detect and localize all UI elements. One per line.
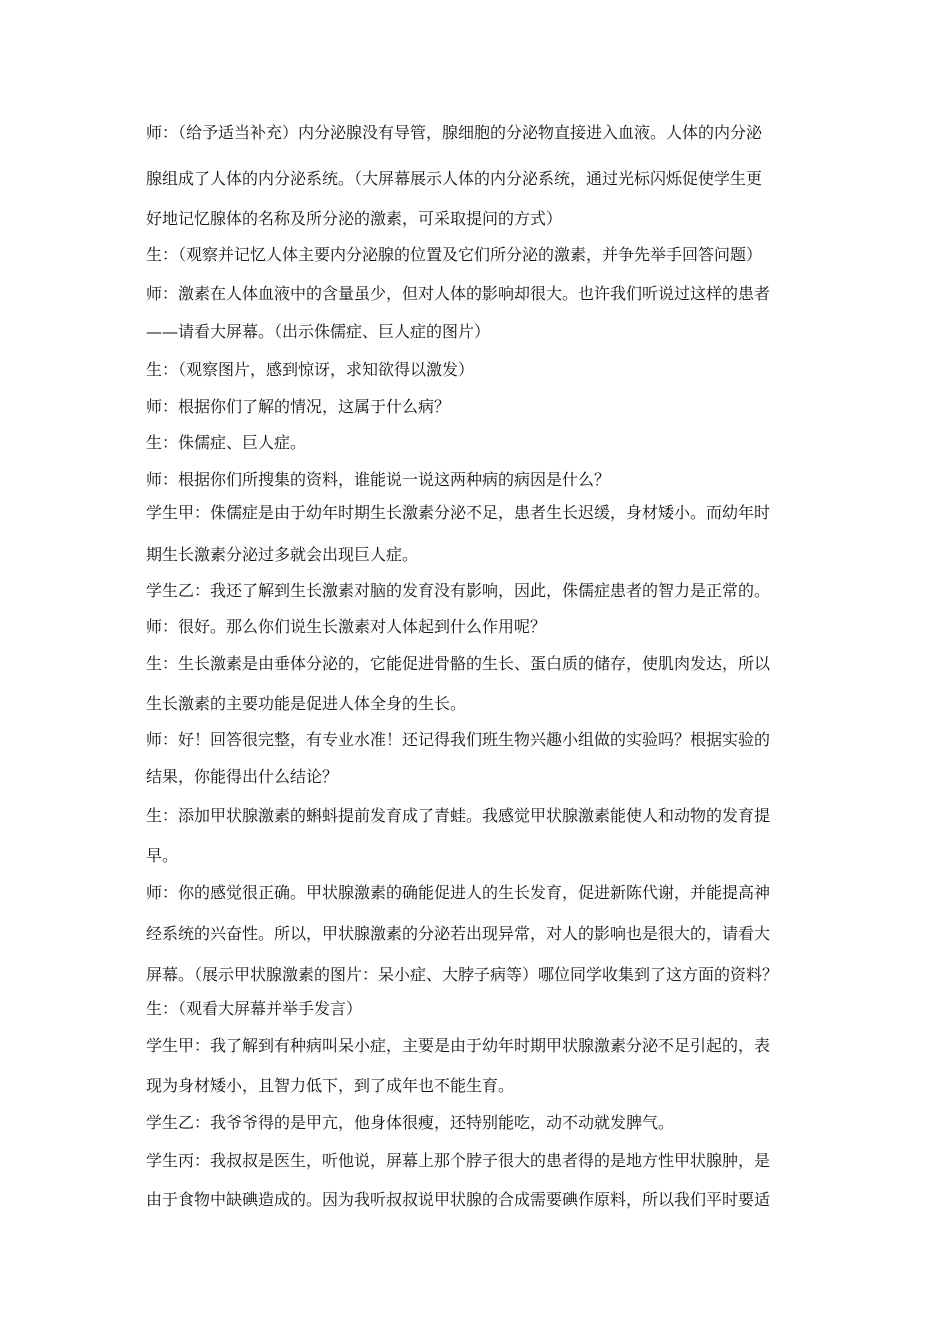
text-line: 生：（观察图片，感到惊讶，求知欲得以激发） <box>146 360 475 379</box>
text-line: 期生长激素分泌过多就会出现巨人症。 <box>146 545 419 564</box>
text-line: 由于食物中缺碘造成的。因为我听叔叔说甲状腺的合成需要碘作原料，所以我们平时要适 <box>146 1190 771 1209</box>
text-line: 学生甲：我了解到有种病叫呆小症，主要是由于幼年时期甲状腺激素分泌不足引起的，表 <box>146 1036 771 1055</box>
text-line: 生：（观察并记忆人体主要内分泌腺的位置及它们所分泌的激素，并争先举手回答问题） <box>146 245 763 264</box>
text-line: 生：侏儒症、巨人症。 <box>146 433 307 452</box>
text-line: 学生甲：侏儒症是由于幼年时期生长激素分泌不足，患者生长迟缓，身材矮小。而幼年时 <box>146 503 771 522</box>
text-line: 师：激素在人体血液中的含量虽少，但对人体的影响却很大。也许我们听说过这样的患者 <box>146 284 771 303</box>
text-line: 屏幕。（展示甲状腺激素的图片：呆小症、大脖子病等）哪位同学收集到了这方面的资料？ <box>146 965 779 984</box>
text-line: 学生乙：我爷爷得的是甲亢，他身体很瘦，还特别能吃，动不动就发脾气。 <box>146 1113 675 1132</box>
text-line: 师：很好。那么你们说生长激素对人体起到什么作用呢？ <box>146 617 547 636</box>
text-line: 经系统的兴奋性。所以，甲状腺激素的分泌若出现异常，对人的影响也是很大的，请看大 <box>146 924 771 943</box>
text-line: 好地记忆腺体的名称及所分泌的激素，可采取提问的方式） <box>146 209 563 228</box>
text-line: 师：好！回答很完整，有专业水准！还记得我们班生物兴趣小组做的实验吗？根据实验的 <box>146 730 771 749</box>
text-line: 生：添加甲状腺激素的蝌蚪提前发育成了青蛙。我感觉甲状腺激素能使人和动物的发育提 <box>146 806 771 825</box>
text-line: 生：生长激素是由垂体分泌的，它能促进骨骼的生长、蛋白质的储存，使肌肉发达，所以 <box>146 654 771 673</box>
text-line: 师：你的感觉很正确。甲状腺激素的确能促进人的生长发育，促进新陈代谢，并能提高神 <box>146 883 771 902</box>
text-line: 师：（给予适当补充）内分泌腺没有导管，腺细胞的分泌物直接进入血液。人体的内分泌 <box>146 123 763 142</box>
text-line: 早。 <box>146 846 179 865</box>
text-line: 学生丙：我叔叔是医生，听他说，屏幕上那个脖子很大的患者得的是地方性甲状腺肿，是 <box>146 1151 771 1170</box>
text-line: 师：根据你们了解的情况，这属于什么病？ <box>146 397 451 416</box>
text-line: 现为身材矮小，且智力低下，到了成年也不能生育。 <box>146 1076 515 1095</box>
text-line: 生长激素的主要功能是促进人体全身的生长。 <box>146 694 467 713</box>
text-line: 腺组成了人体的内分泌系统。（大屏幕展示人体的内分泌系统，通过光标闪烁促使学生更 <box>146 169 763 188</box>
text-line: 学生乙：我还了解到生长激素对脑的发育没有影响，因此，侏儒症患者的智力是正常的。 <box>146 581 771 600</box>
text-line: 师：根据你们所搜集的资料，谁能说一说这两种病的病因是什么？ <box>146 470 611 489</box>
text-line: 生：（观看大屏幕并举手发言） <box>146 999 363 1018</box>
text-line: 结果，你能得出什么结论？ <box>146 767 339 786</box>
text-line: ——请看大屏幕。（出示侏儒症、巨人症的图片） <box>146 322 491 341</box>
